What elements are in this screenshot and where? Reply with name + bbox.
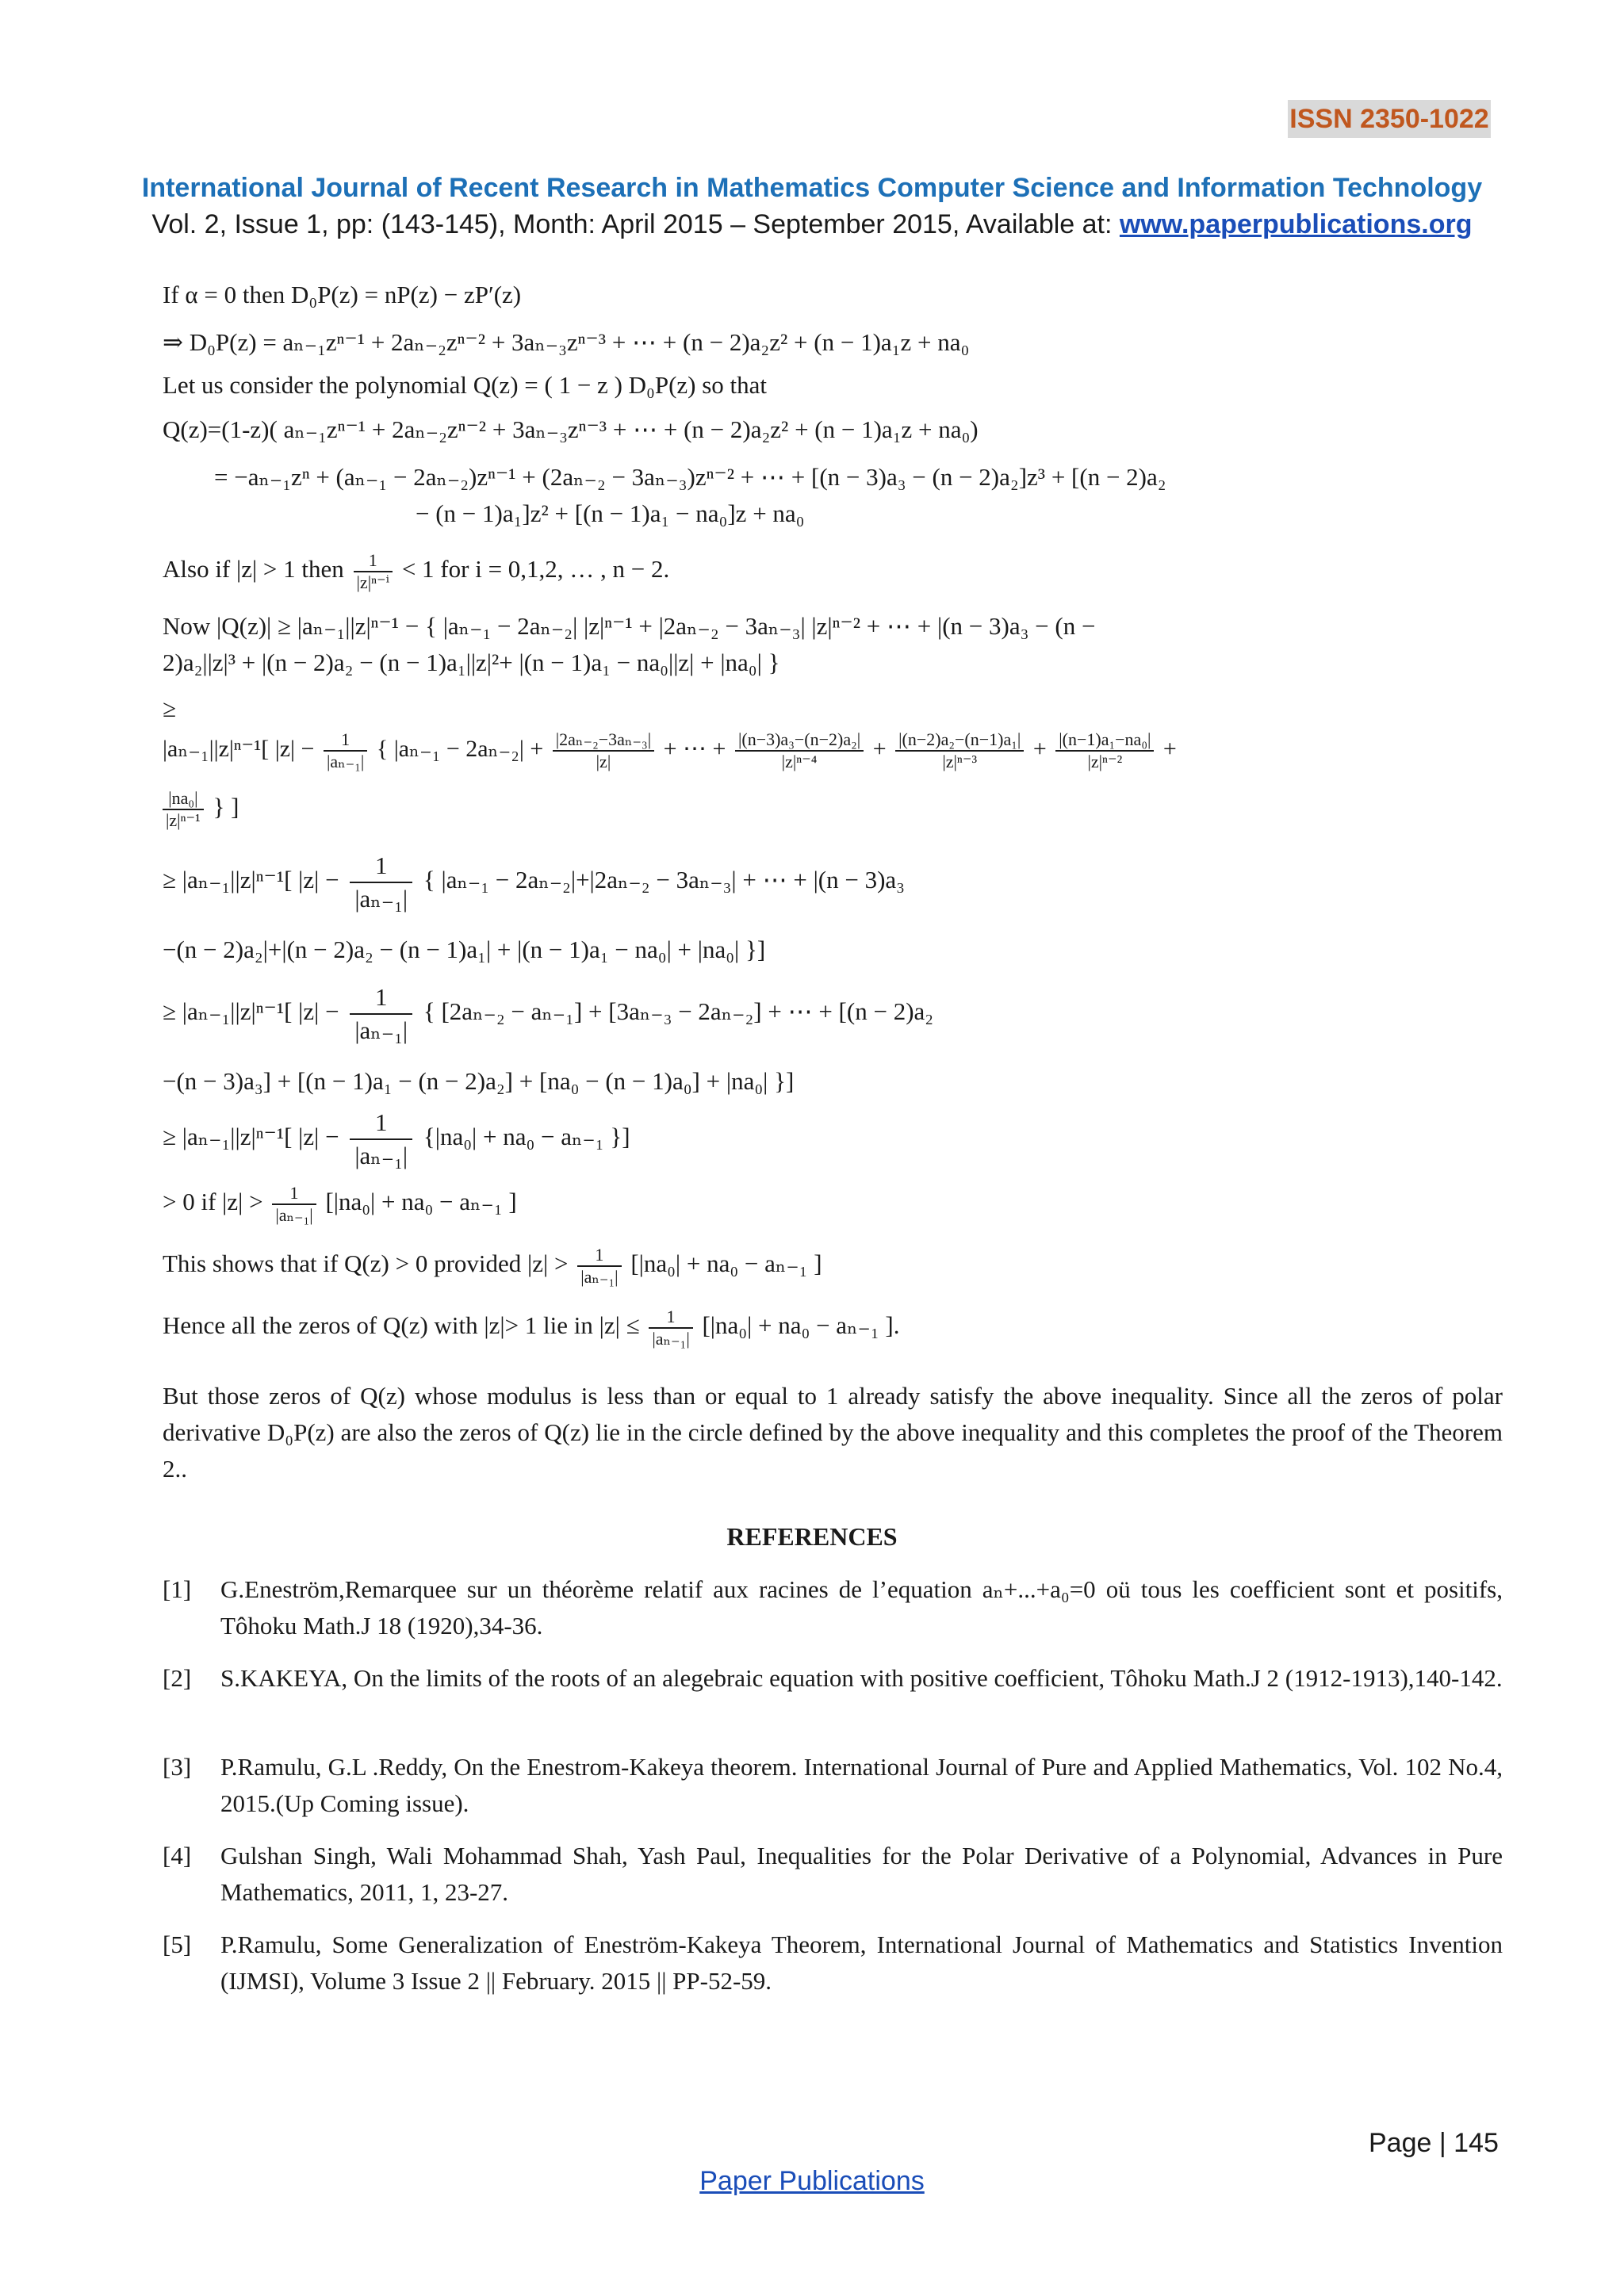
l15-part-a: ≥ |aₙ₋₁||z|ⁿ⁻¹[ |z| − xyxy=(163,997,339,1026)
math-line-18 xyxy=(163,1183,517,1226)
l11-frac-3 xyxy=(735,729,864,772)
text-line-20 xyxy=(163,1307,899,1349)
l17-num: 1 xyxy=(350,1107,412,1140)
reference-item-5 xyxy=(163,1927,1503,1999)
conclusion-paragraph: But those zeros of Q(z) whose modulus is less than or equal to 1 already satisfy the above inequality. Since all the zeros of polar derivative D₀P(z) are also the zeros of Q(z) lie in the circle defined by the above inequality and this completes the proof of the Theorem 2.. xyxy=(163,1382,1503,1483)
l11-part-d: + xyxy=(872,735,887,762)
text-line-3: Let us consider the polynomial Q(z) = ( 1 − z ) D₀P(z) so that xyxy=(163,371,768,399)
l20-part-a: Hence all the zeros of Q(z) with |z|> 1 lie in |z| ≤ xyxy=(163,1311,640,1340)
reference-text: P.Ramulu, G.L .Reddy, On the Enestrom-Kakeya theorem. International Journal of Pure and Applied Mathematics, Vol. 102 No.4, 2015.(Up Coming issue). xyxy=(220,1753,1503,1817)
l20-den: |aₙ₋₁| xyxy=(652,1329,690,1349)
reference-item-1 xyxy=(163,1571,1503,1644)
reference-text: G.Eneström,Remarquee sur un théorème relatif aux racines de l’equation aₙ+...+a₀=0 oü tous les coefficient sont et positifs, Tôhoku Math.J 18 (1920),34-36. xyxy=(220,1575,1503,1640)
reference-text: P.Ramulu, Some Generalization of Eneström-Kakeya Theorem, International Journal of Mathematics and Statistics Invention (IJMSI), Volume 3 Issue 2 || February. 2015 || PP-52-59. xyxy=(220,1931,1503,1995)
l11-frac-4 xyxy=(895,729,1024,772)
l11-frac-1 xyxy=(324,729,367,772)
math-line-4: Q(z)=(1-z)( aₙ₋₁zⁿ⁻¹ + 2aₙ₋₂zⁿ⁻² + 3aₙ₋₃zⁿ⁻³ + ⋯ + (n − 2)a₂z² + (n − 1)a₁z + na₀) xyxy=(163,415,979,443)
l7-den: |z|ⁿ⁻ⁱ xyxy=(356,572,390,592)
l7-num: 1 xyxy=(354,550,393,572)
reference-text: S.KAKEYA, On the limits of the roots of an alegebraic equation with positive coefficient, Tôhoku Math.J 2 (1912-1913),140-142. xyxy=(220,1664,1503,1692)
math-line-7 xyxy=(163,550,669,593)
website-link[interactable]: www.paperpublications.org xyxy=(1119,209,1473,239)
l18-num: 1 xyxy=(272,1183,316,1205)
l18-den: |aₙ₋₁| xyxy=(275,1205,313,1225)
page-number: Page | 145 xyxy=(1369,2128,1499,2158)
issn-badge: ISSN 2350-1022 xyxy=(1288,100,1491,138)
l11-part-f: + xyxy=(1162,735,1177,762)
l20-fraction xyxy=(649,1307,692,1349)
l20-num: 1 xyxy=(649,1307,692,1329)
l11-f3-num: |(n−3)a₃−(n−2)a₂| xyxy=(735,729,864,752)
l11-f4-den: |z|ⁿ⁻³ xyxy=(942,752,978,771)
l15-den: |aₙ₋₁| xyxy=(354,1016,408,1044)
l12-fraction xyxy=(163,788,204,831)
l13-fraction xyxy=(350,850,412,915)
l18-fraction xyxy=(272,1183,316,1226)
volume-info-line xyxy=(0,209,1624,240)
l18-part-b: [|na₀| + na₀ − aₙ₋₁ ] xyxy=(325,1188,517,1216)
l13-part-a: ≥ |aₙ₋₁||z|ⁿ⁻¹[ |z| − xyxy=(163,866,339,894)
reference-number: [5] xyxy=(163,1931,192,1958)
reference-number: [4] xyxy=(163,1842,192,1869)
l19-fraction xyxy=(577,1245,621,1288)
journal-title: International Journal of Recent Research in Mathematics Computer Science and Information Technology xyxy=(141,173,1483,203)
l19-num: 1 xyxy=(577,1245,621,1267)
math-line-1: If α = 0 then D₀P(z) = nP(z) − zP′(z) xyxy=(163,281,522,308)
l15-part-b: { [2aₙ₋₂ − aₙ₋₁] + [3aₙ₋₃ − 2aₙ₋₂] + ⋯ + [(n − 2)a₂ xyxy=(423,997,934,1026)
math-line-2: ⇒ D₀P(z) = aₙ₋₁zⁿ⁻¹ + 2aₙ₋₂zⁿ⁻² + 3aₙ₋₃zⁿ⁻³ + ⋯ + (n − 2)a₂z² + (n − 1)a₁z + na₀ xyxy=(163,328,970,356)
text-line-19 xyxy=(163,1245,822,1288)
math-line-5: = −aₙ₋₁zⁿ + (aₙ₋₁ − 2aₙ₋₂)zⁿ⁻¹ + (2aₙ₋₂ − 3aₙ₋₃)zⁿ⁻² + ⋯ + [(n − 3)a₃ − (n − 2)a₂]z³ + [(n − 2)a₂ xyxy=(214,463,1166,491)
l15-fraction xyxy=(350,982,412,1047)
l11-frac-2 xyxy=(553,729,654,772)
l12-num: |na₀| xyxy=(163,788,204,810)
l11-f1-den: |aₙ₋₁| xyxy=(326,752,365,771)
l7-fraction xyxy=(354,550,393,593)
publisher-link[interactable]: Paper Publications xyxy=(699,2166,925,2196)
math-line-12 xyxy=(163,788,239,831)
l13-num: 1 xyxy=(350,850,412,883)
math-line-10: ≥ xyxy=(163,695,177,722)
l11-f3-den: |z|ⁿ⁻⁴ xyxy=(781,752,818,771)
math-line-11 xyxy=(163,729,1177,772)
reference-item-2 xyxy=(163,1660,1503,1697)
math-line-14: −(n − 2)a₂|+|(n − 2)a₂ − (n − 1)a₁| + |(n − 1)a₁ − na₀| + |na₀| }] xyxy=(163,936,766,963)
reference-number: [3] xyxy=(163,1753,192,1781)
l11-f1-num: 1 xyxy=(324,729,367,752)
l19-part-b: [|na₀| + na₀ − aₙ₋₁ ] xyxy=(630,1249,822,1278)
l12-post: } ] xyxy=(213,793,239,821)
math-line-9: 2)a₂||z|³ + |(n − 2)a₂ − (n − 1)a₁||z|²+ |(n − 1)a₁ − na₀||z| + |na₀| } xyxy=(163,649,780,676)
math-line-17 xyxy=(163,1107,630,1172)
math-line-13 xyxy=(163,850,905,915)
l15-num: 1 xyxy=(350,982,412,1015)
l11-part-b: { |aₙ₋₁ − 2aₙ₋₂| + xyxy=(376,735,544,762)
l11-f4-num: |(n−2)a₂−(n−1)a₁| xyxy=(895,729,1024,752)
reference-number: [2] xyxy=(163,1664,192,1692)
l11-f2-num: |2aₙ₋₂−3aₙ₋₃| xyxy=(553,729,654,752)
l7-pre: Also if |z| > 1 then xyxy=(163,555,344,584)
math-line-16: −(n − 3)a₃] + [(n − 1)a₁ − (n − 2)a₂] + [na₀ − (n − 1)a₀] + |na₀| }] xyxy=(163,1067,795,1095)
references-heading: REFERENCES xyxy=(726,1522,898,1551)
l17-part-b: {|na₀| + na₀ − aₙ₋₁ }] xyxy=(423,1123,630,1151)
l11-part-a: |aₙ₋₁||z|ⁿ⁻¹[ |z| − xyxy=(163,735,315,762)
l7-post: < 1 for i = 0,1,2, … , n − 2. xyxy=(401,555,670,584)
l17-fraction xyxy=(350,1107,412,1172)
l19-den: |aₙ₋₁| xyxy=(580,1267,619,1287)
math-line-6: − (n − 1)a₁]z² + [(n − 1)a₁ − na₀]z + na₀ xyxy=(416,499,805,527)
reference-text: Gulshan Singh, Wali Mohammad Shah, Yash Paul, Inequalities for the Polar Derivative of a Polynomial, Advances in Pure Mathematics, 2011, 1, 23-27. xyxy=(220,1842,1503,1906)
reference-item-3 xyxy=(163,1749,1503,1822)
l17-den: |aₙ₋₁| xyxy=(354,1142,408,1169)
l11-frac-5 xyxy=(1055,729,1154,772)
l20-part-b: [|na₀| + na₀ − aₙ₋₁ ]. xyxy=(702,1311,900,1340)
volume-info: Vol. 2, Issue 1, pp: (143-145), Month: April 2015 – September 2015, Available at: xyxy=(151,209,1113,239)
l18-part-a: > 0 if |z| > xyxy=(163,1188,263,1216)
l11-part-c: + ⋯ + xyxy=(663,735,726,762)
math-line-15 xyxy=(163,982,933,1047)
reference-number: [1] xyxy=(163,1575,192,1603)
l11-part-e: + xyxy=(1032,735,1047,762)
l19-part-a: This shows that if Q(z) > 0 provided |z| > xyxy=(163,1249,569,1278)
l13-part-b: { |aₙ₋₁ − 2aₙ₋₂|+|2aₙ₋₂ − 3aₙ₋₃| + ⋯ + |(n − 3)a₃ xyxy=(423,866,905,894)
l12-den: |z|ⁿ⁻¹ xyxy=(166,810,201,830)
l11-f5-num: |(n−1)a₁−na₀| xyxy=(1055,729,1154,752)
l11-f5-den: |z|ⁿ⁻² xyxy=(1087,752,1123,771)
l11-f2-den: |z| xyxy=(596,752,611,771)
l13-den: |aₙ₋₁| xyxy=(354,885,408,913)
math-line-8: Now |Q(z)| ≥ |aₙ₋₁||z|ⁿ⁻¹ − { |aₙ₋₁ − 2aₙ₋₂| |z|ⁿ⁻¹ + |2aₙ₋₂ − 3aₙ₋₃| |z|ⁿ⁻² + ⋯ + |(n − 3)a₃ − (n − xyxy=(163,612,1096,640)
reference-item-4 xyxy=(163,1838,1503,1911)
l17-part-a: ≥ |aₙ₋₁||z|ⁿ⁻¹[ |z| − xyxy=(163,1123,339,1151)
